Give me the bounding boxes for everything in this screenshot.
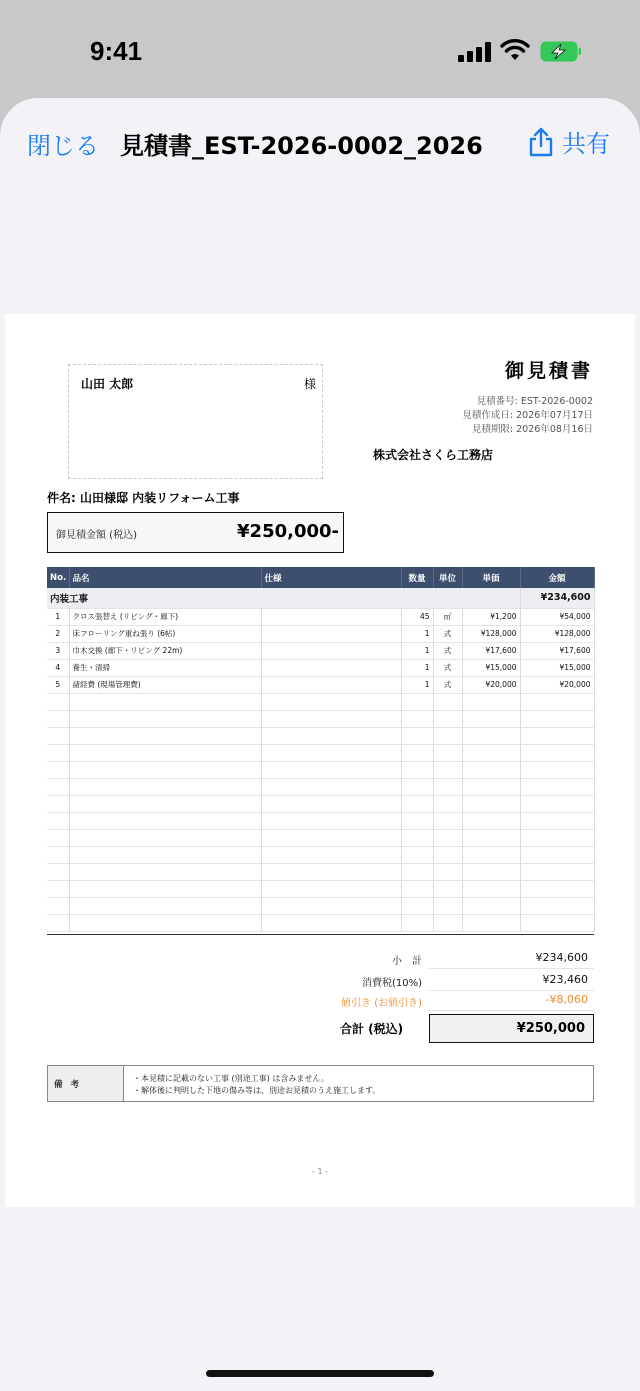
cell-name: クロス張替え (リビング・廊下) bbox=[69, 608, 261, 625]
empty-cell bbox=[69, 795, 261, 812]
cell-spec bbox=[261, 676, 401, 693]
empty-cell bbox=[433, 812, 462, 829]
cell-qty: 1 bbox=[401, 659, 433, 676]
empty-cell bbox=[462, 863, 520, 880]
col-header-unit: 単位 bbox=[433, 567, 462, 588]
empty-cell bbox=[433, 914, 462, 931]
empty-cell bbox=[401, 761, 433, 778]
share-icon bbox=[528, 127, 554, 157]
empty-cell bbox=[69, 846, 261, 863]
empty-cell bbox=[47, 744, 69, 761]
cell-qty: 1 bbox=[401, 642, 433, 659]
cell-price: ¥20,000 bbox=[462, 676, 520, 693]
cell-unit: 式 bbox=[433, 642, 462, 659]
cell-name: 養生・清掃 bbox=[69, 659, 261, 676]
discount-label: 値引き (お値引き) bbox=[341, 998, 422, 1009]
cell-qty: 1 bbox=[401, 676, 433, 693]
empty-cell bbox=[47, 795, 69, 812]
empty-cell bbox=[47, 761, 69, 778]
empty-cell bbox=[47, 829, 69, 846]
empty-cell bbox=[462, 727, 520, 744]
empty-cell bbox=[47, 914, 69, 931]
cell-no: 2 bbox=[47, 625, 69, 642]
empty-cell bbox=[47, 846, 69, 863]
col-header-no: No. bbox=[47, 567, 69, 588]
empty-cell bbox=[462, 744, 520, 761]
empty-cell bbox=[261, 744, 401, 761]
remarks-box bbox=[47, 1065, 594, 1102]
empty-row bbox=[47, 897, 594, 914]
empty-cell bbox=[520, 863, 594, 880]
cell-name: 巾木交換 (廊下・リビング 22m) bbox=[69, 642, 261, 659]
cell-spec bbox=[261, 625, 401, 642]
empty-cell bbox=[520, 829, 594, 846]
empty-cell bbox=[520, 897, 594, 914]
empty-cell bbox=[69, 778, 261, 795]
empty-cell bbox=[520, 710, 594, 727]
tax-label: 消費税(10%) bbox=[361, 978, 422, 989]
empty-cell bbox=[462, 795, 520, 812]
table-row bbox=[47, 608, 594, 625]
tax-row bbox=[255, 969, 594, 991]
cell-unit: 式 bbox=[433, 625, 462, 642]
cell-name: 床フローリング重ね張り (6帖) bbox=[69, 625, 261, 642]
col-header-spec: 仕様 bbox=[261, 567, 401, 588]
items-table bbox=[47, 567, 594, 935]
table-row bbox=[47, 676, 594, 693]
table-header-row bbox=[47, 567, 594, 588]
estimate-total-value: ¥250,000- bbox=[237, 521, 339, 542]
empty-cell bbox=[69, 914, 261, 931]
empty-row bbox=[47, 744, 594, 761]
empty-cell bbox=[433, 795, 462, 812]
empty-cell bbox=[47, 897, 69, 914]
empty-cell bbox=[69, 880, 261, 897]
estimate-expiry: 見積期限: 2026年08月16日 bbox=[471, 424, 593, 435]
empty-cell bbox=[261, 710, 401, 727]
empty-cell bbox=[401, 795, 433, 812]
subtotal-label: 小 計 bbox=[392, 956, 422, 967]
page-number: - 1 - bbox=[312, 1167, 328, 1176]
cell-price: ¥17,600 bbox=[462, 642, 520, 659]
empty-cell bbox=[401, 880, 433, 897]
subtotal-row bbox=[255, 947, 594, 969]
empty-cell bbox=[261, 778, 401, 795]
empty-cell bbox=[47, 880, 69, 897]
category-row bbox=[47, 588, 594, 608]
remark-line-1: ・本見積に記載のない工事 (別途工事) は含みません。 bbox=[133, 1074, 329, 1083]
empty-row bbox=[47, 880, 594, 897]
empty-cell bbox=[261, 863, 401, 880]
empty-cell bbox=[433, 710, 462, 727]
empty-cell bbox=[433, 761, 462, 778]
col-header-qty: 数量 bbox=[401, 567, 433, 588]
empty-cell bbox=[69, 744, 261, 761]
remarks-heading: 備考 bbox=[54, 1080, 88, 1090]
col-header-price: 単価 bbox=[462, 567, 520, 588]
nav-bar bbox=[0, 98, 640, 190]
empty-cell bbox=[261, 829, 401, 846]
empty-cell bbox=[69, 812, 261, 829]
category-name: 内装工事 bbox=[47, 588, 520, 608]
empty-cell bbox=[401, 727, 433, 744]
document-title: 見積書_EST-2026-0002_2026 bbox=[120, 132, 483, 160]
empty-cell bbox=[433, 863, 462, 880]
cell-no: 4 bbox=[47, 659, 69, 676]
cell-qty: 45 bbox=[401, 608, 433, 625]
empty-cell bbox=[433, 880, 462, 897]
category-amount: ¥234,600 bbox=[520, 588, 594, 608]
empty-cell bbox=[433, 693, 462, 710]
estimate-total-box bbox=[47, 512, 344, 553]
empty-cell bbox=[462, 880, 520, 897]
empty-row bbox=[47, 795, 594, 812]
empty-cell bbox=[47, 778, 69, 795]
empty-cell bbox=[69, 897, 261, 914]
empty-cell bbox=[47, 727, 69, 744]
empty-cell bbox=[69, 829, 261, 846]
cell-amount: ¥54,000 bbox=[520, 608, 594, 625]
empty-row bbox=[47, 710, 594, 727]
empty-cell bbox=[520, 778, 594, 795]
empty-cell bbox=[261, 693, 401, 710]
cell-amount: ¥20,000 bbox=[520, 676, 594, 693]
col-header-name: 品名 bbox=[69, 567, 261, 588]
empty-cell bbox=[462, 846, 520, 863]
empty-cell bbox=[261, 897, 401, 914]
share-button[interactable] bbox=[528, 124, 610, 159]
empty-cell bbox=[462, 829, 520, 846]
empty-cell bbox=[433, 727, 462, 744]
grand-total-box bbox=[429, 1014, 594, 1043]
empty-cell bbox=[401, 710, 433, 727]
discount-row bbox=[255, 989, 594, 1011]
table-row bbox=[47, 642, 594, 659]
cell-spec bbox=[261, 659, 401, 676]
empty-cell bbox=[401, 897, 433, 914]
empty-cell bbox=[69, 863, 261, 880]
empty-row bbox=[47, 693, 594, 710]
empty-cell bbox=[433, 778, 462, 795]
estimate-title: 御見積書 bbox=[504, 360, 593, 382]
empty-cell bbox=[462, 897, 520, 914]
grand-total-label: 合計 (税込) bbox=[340, 1022, 404, 1036]
empty-cell bbox=[261, 795, 401, 812]
estimate-total-label: 御見積金額 (税込) bbox=[56, 530, 137, 541]
empty-cell bbox=[261, 846, 401, 863]
table-row bbox=[47, 625, 594, 642]
wifi-icon bbox=[500, 38, 530, 62]
empty-row bbox=[47, 812, 594, 829]
empty-cell bbox=[47, 710, 69, 727]
empty-cell bbox=[401, 846, 433, 863]
cell-no: 3 bbox=[47, 642, 69, 659]
status-time: 9:41 bbox=[90, 36, 143, 66]
empty-cell bbox=[520, 693, 594, 710]
empty-cell bbox=[69, 727, 261, 744]
cell-amount: ¥17,600 bbox=[520, 642, 594, 659]
cell-unit: 式 bbox=[433, 676, 462, 693]
remark-line-2: ・解体後に判明した下地の傷み等は、別途お見積のうえ施工します。 bbox=[133, 1086, 381, 1095]
estimate-number: 見積番号: EST-2026-0002 bbox=[476, 396, 593, 407]
empty-cell bbox=[69, 761, 261, 778]
recipient-name: 山田 太郎 bbox=[81, 377, 134, 391]
battery-charging-icon bbox=[540, 41, 582, 62]
recipient-honorific: 様 bbox=[303, 377, 316, 391]
empty-row bbox=[47, 846, 594, 863]
empty-cell bbox=[401, 863, 433, 880]
discount-value: -¥8,060 bbox=[545, 993, 588, 1006]
empty-cell bbox=[69, 710, 261, 727]
empty-cell bbox=[520, 727, 594, 744]
cell-amount: ¥128,000 bbox=[520, 625, 594, 642]
cellular-signal-icon bbox=[458, 42, 492, 62]
empty-cell bbox=[401, 914, 433, 931]
empty-cell bbox=[433, 846, 462, 863]
empty-cell bbox=[401, 778, 433, 795]
share-label: 共有 bbox=[562, 130, 610, 158]
empty-row bbox=[47, 727, 594, 744]
subject-line: 件名: 山田様邸 内装リフォーム工事 bbox=[47, 491, 240, 505]
estimate-date: 見積作成日: 2026年07月17日 bbox=[462, 410, 593, 421]
empty-row bbox=[47, 863, 594, 880]
empty-cell bbox=[433, 744, 462, 761]
cell-price: ¥15,000 bbox=[462, 659, 520, 676]
empty-cell bbox=[520, 914, 594, 931]
empty-cell bbox=[261, 727, 401, 744]
home-indicator[interactable] bbox=[206, 1370, 434, 1377]
cell-no: 5 bbox=[47, 676, 69, 693]
empty-cell bbox=[261, 812, 401, 829]
empty-cell bbox=[520, 812, 594, 829]
empty-cell bbox=[462, 914, 520, 931]
cell-no: 1 bbox=[47, 608, 69, 625]
cell-qty: 1 bbox=[401, 625, 433, 642]
empty-cell bbox=[433, 829, 462, 846]
empty-cell bbox=[47, 812, 69, 829]
empty-cell bbox=[462, 693, 520, 710]
empty-cell bbox=[520, 744, 594, 761]
cell-price: ¥128,000 bbox=[462, 625, 520, 642]
empty-cell bbox=[520, 795, 594, 812]
empty-row bbox=[47, 829, 594, 846]
empty-cell bbox=[401, 829, 433, 846]
empty-cell bbox=[520, 761, 594, 778]
empty-cell bbox=[462, 778, 520, 795]
empty-cell bbox=[462, 710, 520, 727]
company-name: 株式会社さくら工務店 bbox=[372, 448, 493, 462]
recipient-box bbox=[68, 364, 323, 479]
empty-cell bbox=[401, 812, 433, 829]
empty-cell bbox=[433, 897, 462, 914]
empty-cell bbox=[47, 863, 69, 880]
tax-value: ¥23,460 bbox=[542, 973, 588, 986]
cell-spec bbox=[261, 642, 401, 659]
empty-cell bbox=[261, 914, 401, 931]
empty-cell bbox=[462, 812, 520, 829]
empty-row bbox=[47, 914, 594, 931]
table-row bbox=[47, 659, 594, 676]
cell-unit: 式 bbox=[433, 659, 462, 676]
empty-cell bbox=[520, 846, 594, 863]
empty-cell bbox=[69, 693, 261, 710]
cell-price: ¥1,200 bbox=[462, 608, 520, 625]
cell-spec bbox=[261, 608, 401, 625]
empty-cell bbox=[401, 744, 433, 761]
empty-cell bbox=[47, 693, 69, 710]
cell-amount: ¥15,000 bbox=[520, 659, 594, 676]
empty-cell bbox=[520, 880, 594, 897]
grand-total-value: ¥250,000 bbox=[516, 1021, 585, 1036]
empty-row bbox=[47, 761, 594, 778]
cell-name: 諸経費 (現場管理費) bbox=[69, 676, 261, 693]
close-button[interactable]: 閉じる bbox=[27, 132, 99, 160]
subtotal-value: ¥234,600 bbox=[535, 951, 588, 964]
cell-unit: ㎡ bbox=[433, 608, 462, 625]
status-bar bbox=[0, 0, 640, 98]
empty-row bbox=[47, 778, 594, 795]
document-page bbox=[5, 314, 635, 1207]
remarks-heading-cell bbox=[48, 1066, 124, 1101]
empty-cell bbox=[261, 761, 401, 778]
document-viewer-sheet bbox=[0, 98, 640, 1391]
empty-cell bbox=[261, 880, 401, 897]
empty-cell bbox=[462, 761, 520, 778]
col-header-amount: 金額 bbox=[520, 567, 594, 588]
empty-cell bbox=[401, 693, 433, 710]
